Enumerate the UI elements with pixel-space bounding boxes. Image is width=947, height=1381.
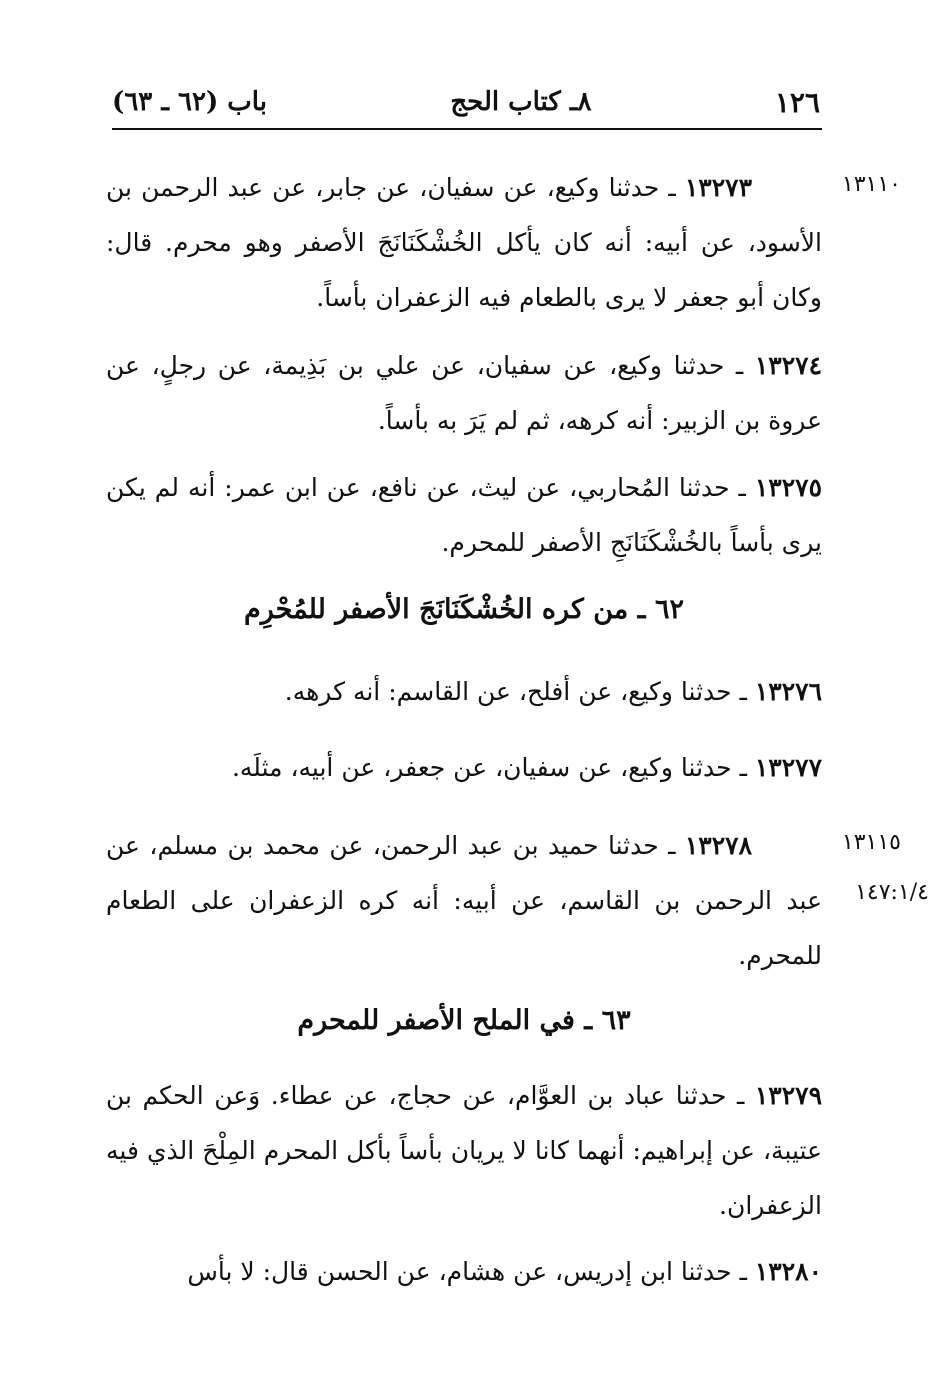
entry-number: ١٣٢٧٩ <box>754 1081 822 1110</box>
entry-number: ١٣٢٧٧ <box>754 753 822 782</box>
entry-13279 <box>106 1068 822 1233</box>
chapter-heading-62: ٦٢ ـ من كره الخُشْكَنَانَجَ الأصفر للمُحْرِم <box>244 594 684 625</box>
entry-text: ـ حدثنا حميد بن عبد الرحمن، عن محمد بن مسلم، عن عبد الرحمن بن القاسم، عن أبيه: أنه كره الزعفران على الطعام للمحرم. <box>106 831 822 970</box>
margin-ref-volume: ١٤٧:١/٤ <box>855 880 929 905</box>
entry-text: ـ حدثنا وكيع، عن سفيان، عن جعفر، عن أبيه، مثلَه. <box>231 753 747 782</box>
header-divider <box>112 128 822 130</box>
entry-text: ـ حدثنا المُحاربي، عن ليث، عن نافع، عن ابن عمر: أنه لم يكن يرى بأساً بالخُشْكَنَانَجِ الأصفر للمحرم. <box>106 473 822 557</box>
margin-ref-13110: ١٣١١٠ <box>841 172 901 197</box>
book-title: ٨ـ كتاب الحج <box>450 87 592 117</box>
entry-text: ـ حدثنا عباد بن العوَّام، عن حجاج، عن عطاء. وَعن الحكم بن عتيبة، عن إبراهيم: أنهما كانا لا يريان بأساً بأكل المحرم المِلْحَ الذي فيه الزعفران. <box>106 1081 822 1220</box>
page-number: ١٢٦ <box>774 85 820 119</box>
entry-13274 <box>106 338 822 448</box>
entry-13280 <box>106 1244 822 1299</box>
entry-number: ١٣٢٧٥ <box>754 473 822 502</box>
entry-number: ١٣٢٧٨ <box>684 831 752 860</box>
margin-ref-13115: ١٣١١٥ <box>841 830 901 855</box>
entry-13273 <box>106 160 822 325</box>
entry-number: ١٣٢٧٦ <box>754 677 822 706</box>
entry-text: ـ حدثنا ابن إدريس، عن هشام، عن الحسن قال: لا بأس <box>187 1257 747 1286</box>
entry-13278 <box>106 818 822 983</box>
entry-13275 <box>106 460 822 570</box>
entry-13277 <box>106 740 822 795</box>
entry-number: ١٣٢٨٠ <box>754 1257 822 1286</box>
entry-text: ـ حدثنا وكيع، عن سفيان، عن جابر، عن عبد الرحمن بن الأسود، عن أبيه: أنه كان يأكل الخُشْكَنَانَجَ الأصفر وهو محرم. قال: وكان أبو جعفر لا يرى بالطعام فيه الزعفران بأساً. <box>106 173 822 312</box>
chapter-range: باب (٦٢ ـ ٦٣) <box>112 87 267 117</box>
entry-number: ١٣٢٧٤ <box>754 351 822 380</box>
entry-text: ـ حدثنا وكيع، عن أفلح، عن القاسم: أنه كرهه. <box>284 677 747 706</box>
page-header <box>112 82 820 122</box>
chapter-heading-63: ٦٣ ـ في الملح الأصفر للمحرم <box>297 1005 631 1036</box>
entry-text: ـ حدثنا وكيع، عن سفيان، عن علي بن بَذِيمة، عن رجلٍ، عن عروة بن الزبير: أنه كرهه، ثم لم يَرَ به بأساً. <box>106 351 822 435</box>
entry-number: ١٣٢٧٣ <box>684 173 752 202</box>
entry-13276 <box>106 664 822 719</box>
